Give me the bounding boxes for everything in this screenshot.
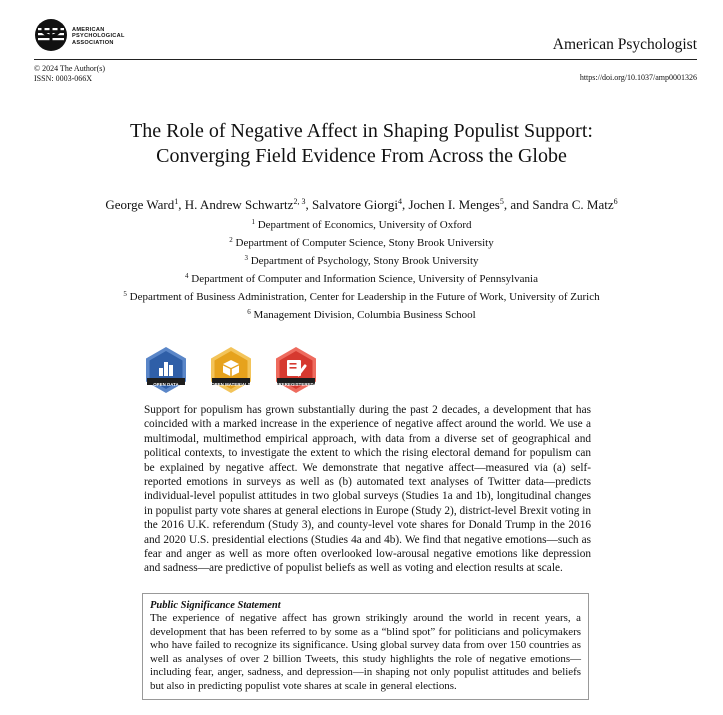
affiliation bbox=[20, 215, 703, 233]
copyright: © 2024 The Author(s) bbox=[34, 64, 106, 73]
badge-label: OPEN MATERIALS bbox=[211, 382, 251, 387]
publisher-line: PSYCHOLOGICAL bbox=[72, 33, 125, 40]
author-name: George Ward bbox=[105, 197, 175, 212]
apa-psi-icon bbox=[34, 18, 68, 52]
author-separator: , bbox=[402, 197, 409, 212]
author-name: H. Andrew Schwartz bbox=[184, 197, 294, 212]
author-affil-ref: 5 bbox=[499, 197, 504, 206]
journal-name: American Psychologist bbox=[552, 36, 697, 53]
copyright-block bbox=[34, 64, 105, 83]
author-name: Jochen I. Menges bbox=[408, 197, 500, 212]
abstract: Support for populism has grown substantially during the past 2 decades, a development that has coincided with a marked increase in the experience of negative affect around the world. We use a multimodal, multimethod empirical approach, with data from a diverse set of geographical and political contexts, to investigate the extent to which the rising electoral demand for populism can be explained by negative affect. We demonstrate that negative affect—measured via (a) self-reported emotions in surveys as well as (b) automated text analyses of Twitter data—predicts individual-level populist attitudes in two global surveys (Studies 1a and 1b), longitudinal changes in populist party vote shares at general elections in Europe (Study 2), district-level Brexit voting in the 2016 U.K. referendum (Study 3), and county-level vote shares for Donald Trump in the 2016 and 2020 U.S. presidential elections (Studies 4a and 4b). We find that negative emotions—such as fear and anger as well as more often overlooked low-arousal negative emotions like depression and sadness—are predictive of populist beliefs as well as voting and election results at scale. bbox=[144, 404, 591, 575]
title-line: The Role of Negative Affect in Shaping Populist Support: bbox=[130, 120, 593, 142]
header-rule bbox=[34, 59, 697, 60]
significance-body: The experience of negative affect has grown strikingly around the world in recent years, a development that has been referred to by some as a “blind spot” for politicians and policymakers who have failed to recognize its significance. Using global survey data from over 150 countries as well as analyses of over 2 billion Tweets, this study highlights the role of negative emotions—including fear, anger, sadness, and depression—in shaping not only populist attitudes and beliefs but also in predicting populist vote shares at scale in general elections. bbox=[150, 612, 581, 692]
open-data-badge[interactable] bbox=[142, 346, 190, 394]
author-affil-ref: 2, 3 bbox=[293, 197, 306, 206]
open-science-badges bbox=[142, 346, 332, 396]
publisher-name bbox=[72, 27, 125, 46]
article-title bbox=[40, 119, 683, 169]
affiliation-text: Department of Computer and Information Science, University of Pennsylvania bbox=[191, 273, 538, 285]
affiliation-text: Department of Psychology, Stony Brook University bbox=[250, 255, 479, 267]
issn: ISSN: 0003-066X bbox=[34, 73, 93, 83]
author-separator: , bbox=[178, 197, 185, 212]
public-significance-statement bbox=[142, 593, 589, 700]
author-separator: , bbox=[305, 197, 312, 212]
significance-heading: Public Significance Statement bbox=[150, 600, 281, 611]
open-materials-badge[interactable] bbox=[207, 346, 255, 394]
affiliation-text: Department of Computer Science, Stony Brook University bbox=[235, 237, 494, 249]
affiliation-number: 3 bbox=[244, 254, 248, 262]
badge-label: PREREGISTERED+ bbox=[275, 382, 317, 387]
preregistered-badge[interactable] bbox=[272, 346, 320, 394]
publisher-line: AMERICAN bbox=[72, 27, 105, 33]
affiliation-number: 1 bbox=[251, 218, 255, 226]
affiliation bbox=[20, 233, 703, 251]
author-list bbox=[20, 197, 703, 213]
author-affil-ref: 6 bbox=[613, 197, 618, 206]
apa-logo bbox=[34, 18, 164, 54]
affiliation-text: Management Division, Columbia Business School bbox=[253, 309, 476, 321]
affiliation-number: 5 bbox=[123, 290, 127, 298]
doi-link[interactable]: https://doi.org/10.1037/amp0001326 bbox=[579, 73, 697, 82]
affiliation-number: 4 bbox=[185, 272, 189, 280]
affiliation bbox=[20, 251, 703, 269]
badge-label: OPEN DATA bbox=[153, 382, 179, 387]
affiliation-list bbox=[20, 215, 703, 323]
author-separator: , and bbox=[503, 197, 533, 212]
affiliation bbox=[20, 269, 703, 287]
affiliation bbox=[20, 305, 703, 323]
affiliation-number: 6 bbox=[247, 308, 251, 316]
affiliation-text: Department of Economics, University of Oxford bbox=[257, 219, 472, 231]
affiliation bbox=[20, 287, 703, 305]
publisher-line: ASSOCIATION bbox=[72, 39, 114, 46]
affiliation-text: Department of Business Administration, Center for Leadership in the Future of Work, University of Zurich bbox=[129, 291, 600, 303]
author-name: Sandra C. Matz bbox=[532, 197, 614, 212]
title-line: Converging Field Evidence From Across the Globe bbox=[156, 145, 567, 167]
author-name: Salvatore Giorgi bbox=[311, 197, 398, 212]
author-affil-ref: 1 bbox=[174, 197, 179, 206]
affiliation-number: 2 bbox=[229, 236, 233, 244]
author-affil-ref: 4 bbox=[398, 197, 402, 206]
